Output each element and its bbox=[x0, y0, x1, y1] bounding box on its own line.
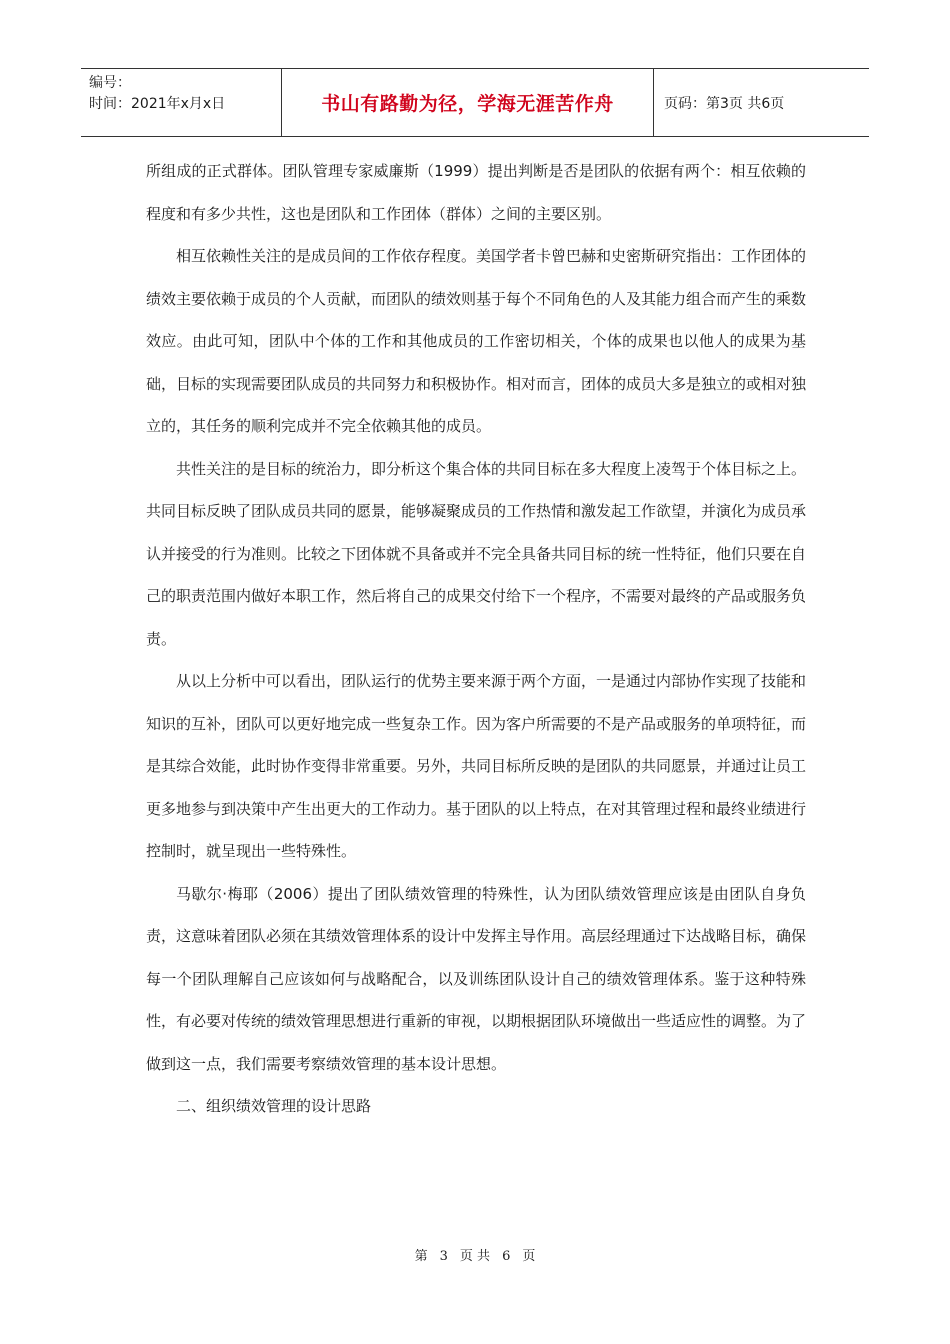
footer-page-total: 6 bbox=[502, 1249, 511, 1264]
page-header bbox=[81, 68, 869, 137]
document-time-label: 时间：2021年x月x日 bbox=[89, 96, 226, 112]
paragraph: 从以上分析中可以看出，团队运行的优势主要来源于两个方面，一是通过内部协作实现了技能和知识的互补，团队可以更好地完成一些复杂工作。因为客户所需要的不是产品或服务的单项特征，而是其综合效能，此时协作变得非常重要。另外，共同目标所反映的是团队的共同愿景，并通过让员工更多地参与到决策中产生出更大的工作动力。基于团队的以上特点，在对其管理过程和最终业绩进行控制时，就呈现出一些特殊性。 bbox=[146, 672, 807, 860]
footer-mid: 页 共 bbox=[459, 1249, 491, 1264]
paragraph: 所组成的正式群体。团队管理专家威廉斯（1999）提出判断是否是团队的依据有两个：相互依赖的程度和有多少共性，这也是团队和工作团体（群体）之间的主要区别。 bbox=[146, 162, 806, 223]
document-body bbox=[146, 150, 806, 1128]
footer-page-current: 3 bbox=[439, 1249, 448, 1264]
footer-prefix: 第 bbox=[414, 1249, 428, 1264]
header-motto: 书山有路勤为径，学海无涯苦作舟 bbox=[282, 69, 654, 136]
document-number-label: 编号： bbox=[89, 75, 131, 91]
paragraph: 相互依赖性关注的是成员间的工作依存程度。美国学者卡曾巴赫和史密斯研究指出：工作团体的绩效主要依赖于成员的个人贡献，而团队的绩效则基于每个不同角色的人及其能力组合而产生的乘数效应。由此可知，团队中个体的工作和其他成员的工作密切相关，个体的成果也以他人的成果为基础，目标的实现需要团队成员的共同努力和积极协作。相对而言，团体的成员大多是独立的或相对独立的，其任务的顺利完成并不完全依赖其他的成员。 bbox=[146, 247, 807, 435]
header-meta bbox=[81, 69, 282, 136]
section-heading: 二、组织绩效管理的设计思路 bbox=[176, 1097, 372, 1115]
paragraph: 共性关注的是目标的统治力，即分析这个集合体的共同目标在多大程度上凌驾于个体目标之上。共同目标反映了团队成员共同的愿景，能够凝聚成员的工作热情和激发起工作欲望，并演化为成员承认并接受的行为准则。比较之下团体就不具备或并不完全具备共同目标的统一性特征，他们只要在自己的职责范围内做好本职工作，然后将自己的成果交付给下一个程序，不需要对最终的产品或服务负责。 bbox=[146, 459, 807, 648]
paragraph: 马歇尔·梅耶（2006）提出了团队绩效管理的特殊性，认为团队绩效管理应该是由团队自身负责，这意味着团队必须在其绩效管理体系的设计中发挥主导作用。高层经理通过下达战略目标，确保每一个团队理解自己应该如何与战略配合，以及训练团队设计自己的绩效管理体系。鉴于这种特殊性，有必要对传统的绩效管理思想进行重新的审视，以期根据团队环境做出一些适应性的调整。为了做到这一点，我们需要考察绩效管理的基本设计思想。 bbox=[146, 884, 807, 1073]
page-footer bbox=[0, 1245, 950, 1264]
footer-suffix: 页 bbox=[522, 1249, 536, 1264]
header-page-info: 页码：第3页 共6页 bbox=[664, 95, 785, 112]
